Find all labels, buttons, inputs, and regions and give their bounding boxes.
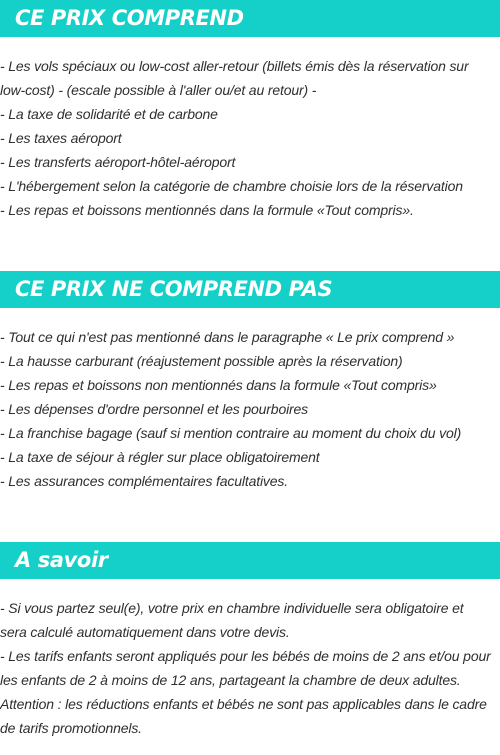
list-item: - Les assurances complémentaires facultatives. xyxy=(0,473,289,489)
section-prix-ne-comprend-pas xyxy=(0,271,500,493)
list-item: - La taxe de solidarité et de carbone xyxy=(0,106,218,122)
section-a-savoir xyxy=(0,542,500,740)
paragraph-line: Attention : les réductions enfants et bébés ne sont pas applicables dans le cadre xyxy=(0,696,487,712)
list-item: - Les taxes aéroport xyxy=(0,130,122,146)
list-item: - Les vols spéciaux ou low-cost aller-retour (billets émis dès la réservation sur xyxy=(0,58,469,74)
list-item: - Les transferts aéroport-hôtel-aéroport xyxy=(0,154,236,170)
section-prix-comprend xyxy=(0,0,500,222)
section-body xyxy=(0,308,500,493)
list-item: - La hausse carburant (réajustement possible après la réservation) xyxy=(0,353,403,369)
list-item: - Tout ce qui n'est pas mentionné dans le paragraphe « Le prix comprend » xyxy=(0,329,455,345)
list-item: - L'hébergement selon la catégorie de chambre choisie lors de la réservation xyxy=(0,178,463,194)
list-item: - Les repas et boissons mentionnés dans la formule «Tout compris». xyxy=(0,202,414,218)
section-heading: CE PRIX NE COMPREND PAS xyxy=(0,271,500,308)
section-body xyxy=(0,37,500,222)
list-item: low-cost) - (escale possible à l'aller ou/et au retour) - xyxy=(0,82,317,98)
list-item: - La franchise bagage (sauf si mention contraire au moment du choix du vol) xyxy=(0,425,462,441)
section-heading: A savoir xyxy=(0,542,500,579)
paragraph-line: - Si vous partez seul(e), votre prix en chambre individuelle sera obligatoire et xyxy=(0,600,464,616)
paragraph-line: - Les tarifs enfants seront appliqués pour les bébés de moins de 2 ans et/ou pour xyxy=(0,648,491,664)
section-body xyxy=(0,579,500,740)
list-item: - Les dépenses d'ordre personnel et les pourboires xyxy=(0,401,309,417)
paragraph-line: de tarifs promotionnels. xyxy=(0,720,142,736)
paragraph-line: sera calculé automatiquement dans votre devis. xyxy=(0,624,290,640)
paragraph-line: les enfants de 2 à moins de 12 ans, partageant la chambre de deux adultes. xyxy=(0,672,461,688)
list-item: - Les repas et boissons non mentionnés dans la formule «Tout compris» xyxy=(0,377,437,393)
section-heading: CE PRIX COMPREND xyxy=(0,0,500,37)
list-item: - La taxe de séjour à régler sur place obligatoirement xyxy=(0,449,320,465)
